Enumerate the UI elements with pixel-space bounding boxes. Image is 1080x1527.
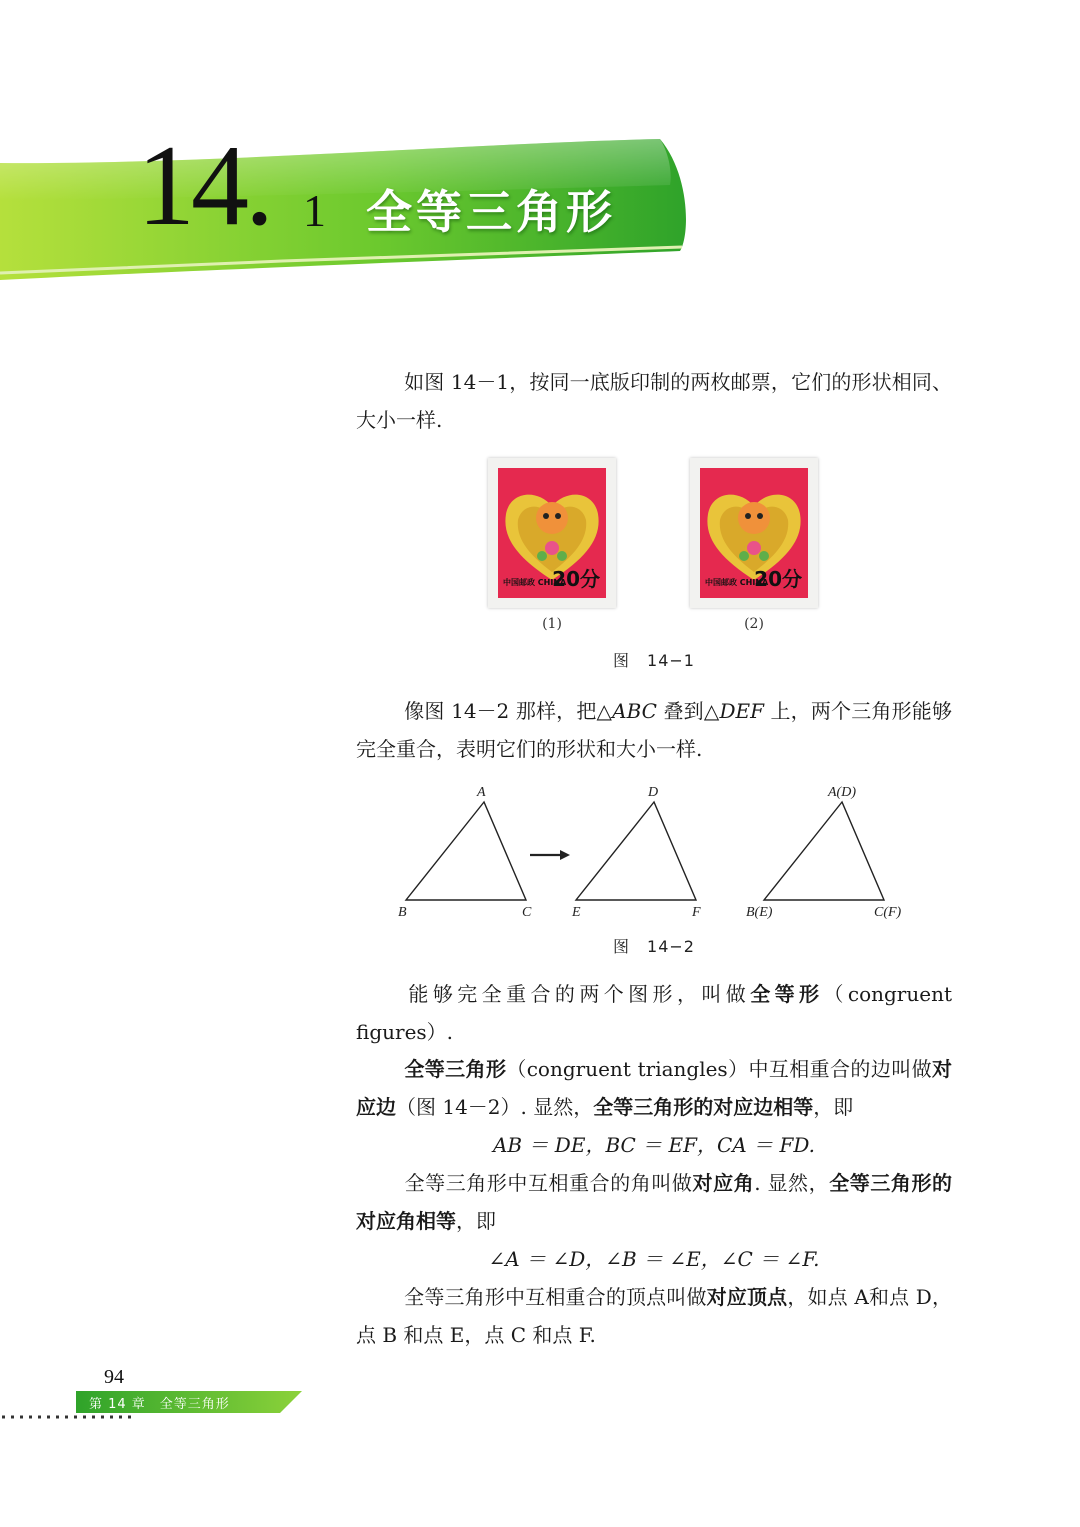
vertex-label-b: B — [398, 905, 407, 920]
stamp-1-label: (1) — [542, 616, 562, 632]
vertex-label-c: C — [522, 905, 532, 920]
vertex-label-be: B(E) — [746, 905, 773, 920]
stamp-2 — [690, 458, 818, 608]
triangle-overlapped — [764, 802, 884, 900]
paragraph-corresponding-angles: 全等三角形中互相重合的角叫做对应角. 显然，全等三角形的对应角相等，即 — [356, 1171, 953, 1233]
vertex-label-d: D — [648, 785, 659, 800]
vertex-label-a: A — [477, 785, 486, 800]
stamp-value: 20分 — [552, 567, 600, 591]
paragraph-congruent-figures: 能够完全重合的两个图形，叫做全等形（congruent figures）. — [356, 982, 953, 1044]
figure-14-2-caption: 图 14−2 — [613, 937, 695, 956]
chapter-number: 14. — [137, 122, 270, 250]
stamp-country-text: 中国邮政 CHINA — [503, 578, 567, 587]
paragraph-corresponding-vertices: 全等三角形中互相重合的顶点叫做对应顶点，如点 A和点 D，点 B 和点 E，点 C 和点 F. — [356, 1285, 952, 1347]
vertex-label-cf: C(F) — [874, 905, 902, 920]
section-number: 1 — [303, 185, 326, 236]
figure-14-2-triangles — [390, 780, 930, 925]
vertex-label-f: F — [692, 905, 701, 920]
stamp-country-text: 中国邮政 CHINA — [705, 578, 769, 587]
stamp-1 — [488, 458, 616, 608]
paragraph-corresponding-sides: 全等三角形（congruent triangles）中互相重合的边叫做对应边（图 14－2）. 显然，全等三角形的对应边相等，即 — [356, 1057, 952, 1119]
paragraph-stamps: 如图 14－1，按同一底版印制的两枚邮票，它们的形状相同、大小一样. — [356, 370, 952, 432]
triangle-def — [576, 802, 696, 900]
stamp-2-label: (2) — [744, 616, 764, 632]
vertex-label-ad: A(D) — [828, 785, 856, 800]
footer-chapter-label: 第 14 章 全等三角形 — [89, 1397, 230, 1412]
paragraph-triangle-overlay: 像图 14－2 那样，把△ABC 叠到△DEF 上，两个三角形能够完全重合，表明它们的形状和大小一样. — [356, 699, 952, 761]
figure-14-1-caption: 图 14−1 — [613, 651, 695, 670]
page-number: 94 — [104, 1366, 124, 1388]
formula-sides: AB ＝ DE，BC ＝ EF，CA ＝ FD. — [492, 1133, 816, 1157]
formula-angles: ∠A ＝ ∠D，∠B ＝ ∠E，∠C ＝ ∠F. — [488, 1247, 820, 1271]
right-arrow-icon — [560, 850, 570, 860]
section-title: 全等三角形 — [366, 185, 616, 239]
footer-dotted-line — [0, 1414, 140, 1420]
stamp-value: 20分 — [754, 567, 802, 591]
triangle-abc — [406, 802, 526, 900]
vertex-label-e: E — [572, 905, 581, 920]
